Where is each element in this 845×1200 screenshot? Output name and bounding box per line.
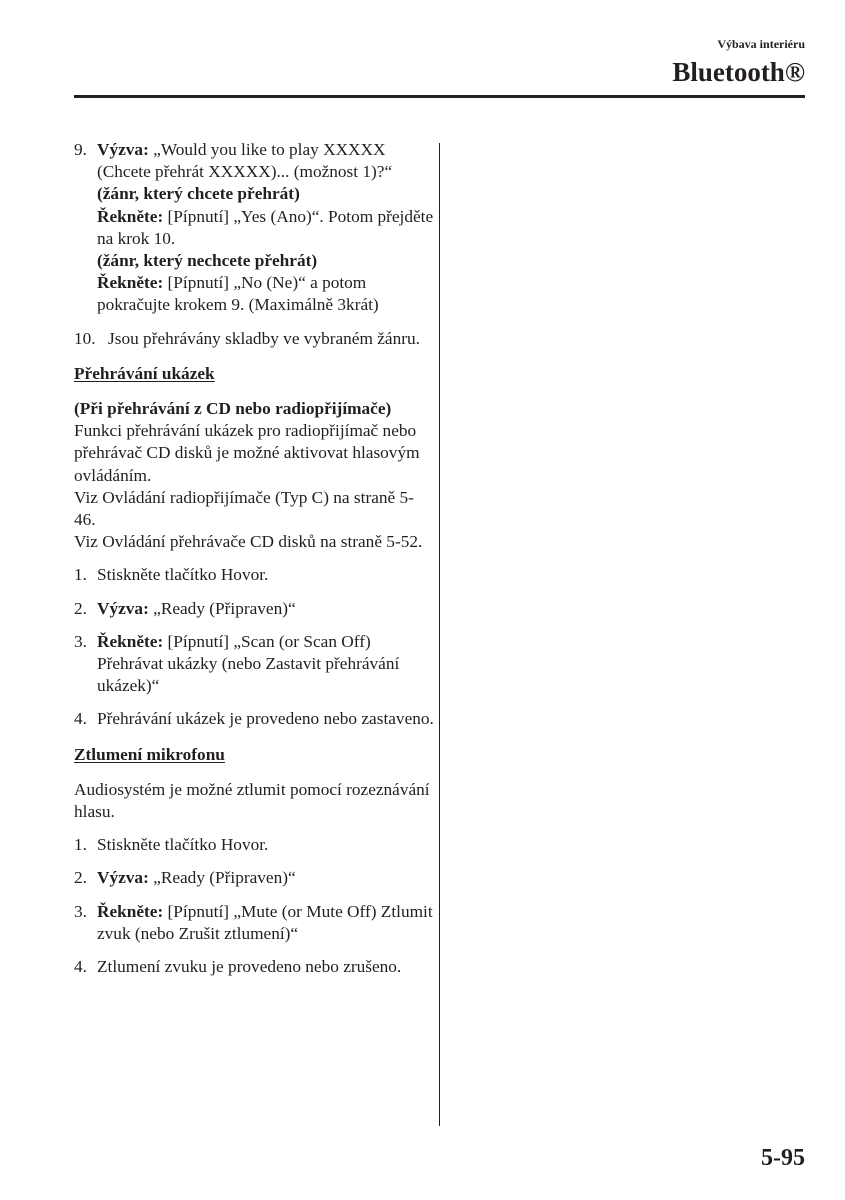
step-number: 2. <box>74 598 87 618</box>
prompt-label: Výzva: <box>97 140 149 159</box>
step-text: [Pípnutí] „Scan (or Scan Off) Přehrávat ukázky (nebo Zastavit přehrávání ukázek)“ <box>97 631 400 696</box>
mute-intro: Audiosystém je možné ztlumit pomocí rozeznávání hlasu. <box>74 779 430 822</box>
step-number: 1. <box>74 565 87 585</box>
step-text: Stiskněte tlačítko Hovor. <box>97 835 269 855</box>
step-number: 10. <box>74 328 96 348</box>
step-number: 4. <box>74 957 87 977</box>
section-heading-mute: Ztlumení mikrofonu <box>74 744 225 764</box>
case-no-text: [Pípnutí] „No (Ne)“ a potom pokračujte krokem 9. (Maximálně 3krát) <box>97 273 379 315</box>
scan-subheading: (Při přehrávání z CD nebo radiopřijímače) <box>74 399 392 419</box>
step-number: 3. <box>74 901 87 921</box>
step-label: Řekněte: <box>97 631 164 651</box>
step-label: Výzva: <box>97 868 149 888</box>
scan-step-1 <box>74 564 434 586</box>
step-number: 9. <box>74 140 87 159</box>
step-number: 2. <box>74 868 87 888</box>
mute-step-4 <box>74 956 434 978</box>
step-text: Přehrávání ukázek je provedeno nebo zastaveno. <box>97 709 434 729</box>
case-no-heading: (žánr, který nechcete přehrát) <box>97 251 318 271</box>
scan-step-3 <box>74 631 434 698</box>
step-10 <box>74 328 434 350</box>
scan-intro: Funkci přehrávání ukázek pro radiopřijímač nebo přehrávač CD disků je možné aktivovat hlasovým ovládáním. <box>74 421 420 485</box>
step-label: Řekněte: <box>97 901 164 921</box>
header-rule <box>74 95 805 98</box>
mute-step-3 <box>74 901 434 945</box>
prompt-text: „Would you like to play XXXXX (Chcete přehrát XXXXX)... (možnost 1)?“ <box>97 140 393 182</box>
step-9 <box>74 139 434 317</box>
step-number: 4. <box>74 709 87 729</box>
say-label: Řekněte: <box>97 273 164 293</box>
step-text: [Pípnutí] „Mute (or Mute Off) Ztlumit zvuk (nebo Zrušit ztlumení)“ <box>97 901 433 943</box>
case-yes-text: [Pípnutí] „Yes (Ano)“. Potom přejděte na krok 10. <box>97 206 434 248</box>
column-divider <box>439 143 440 1126</box>
section-heading-scan: Přehrávání ukázek <box>74 363 215 383</box>
case-yes-instruction <box>97 206 434 250</box>
step-number: 1. <box>74 835 87 855</box>
scan-reference-radio: Viz Ovládání radiopřijímače (Typ C) na straně 5-46. <box>74 487 414 530</box>
step-text: „Ready (Připraven)“ <box>148 598 296 618</box>
running-header-section: Výbava interiéru <box>717 37 805 51</box>
running-header-title: Bluetooth® <box>672 57 805 87</box>
scan-reference-cd: Viz Ovládání přehrávače CD disků na straně 5-52. <box>74 532 423 552</box>
left-column <box>74 139 434 978</box>
mute-step-1 <box>74 834 434 856</box>
step-9-prompt <box>97 139 434 183</box>
step-text: „Ready (Připraven)“ <box>148 868 296 888</box>
step-label: Výzva: <box>97 598 149 618</box>
page-number: 5-95 <box>761 1145 805 1171</box>
step-text: Jsou přehrávány skladby ve vybraném žánru. <box>108 328 420 348</box>
step-text: Stiskněte tlačítko Hovor. <box>97 565 269 585</box>
mute-step-2 <box>74 867 434 889</box>
step-text: Ztlumení zvuku je provedeno nebo zrušeno. <box>97 957 402 977</box>
step-number: 3. <box>74 631 87 651</box>
say-label: Řekněte: <box>97 206 164 226</box>
scan-step-4 <box>74 708 434 730</box>
scan-step-2 <box>74 598 434 620</box>
case-no-instruction <box>97 272 434 316</box>
case-yes-heading: (žánr, který chcete přehrát) <box>97 184 300 204</box>
